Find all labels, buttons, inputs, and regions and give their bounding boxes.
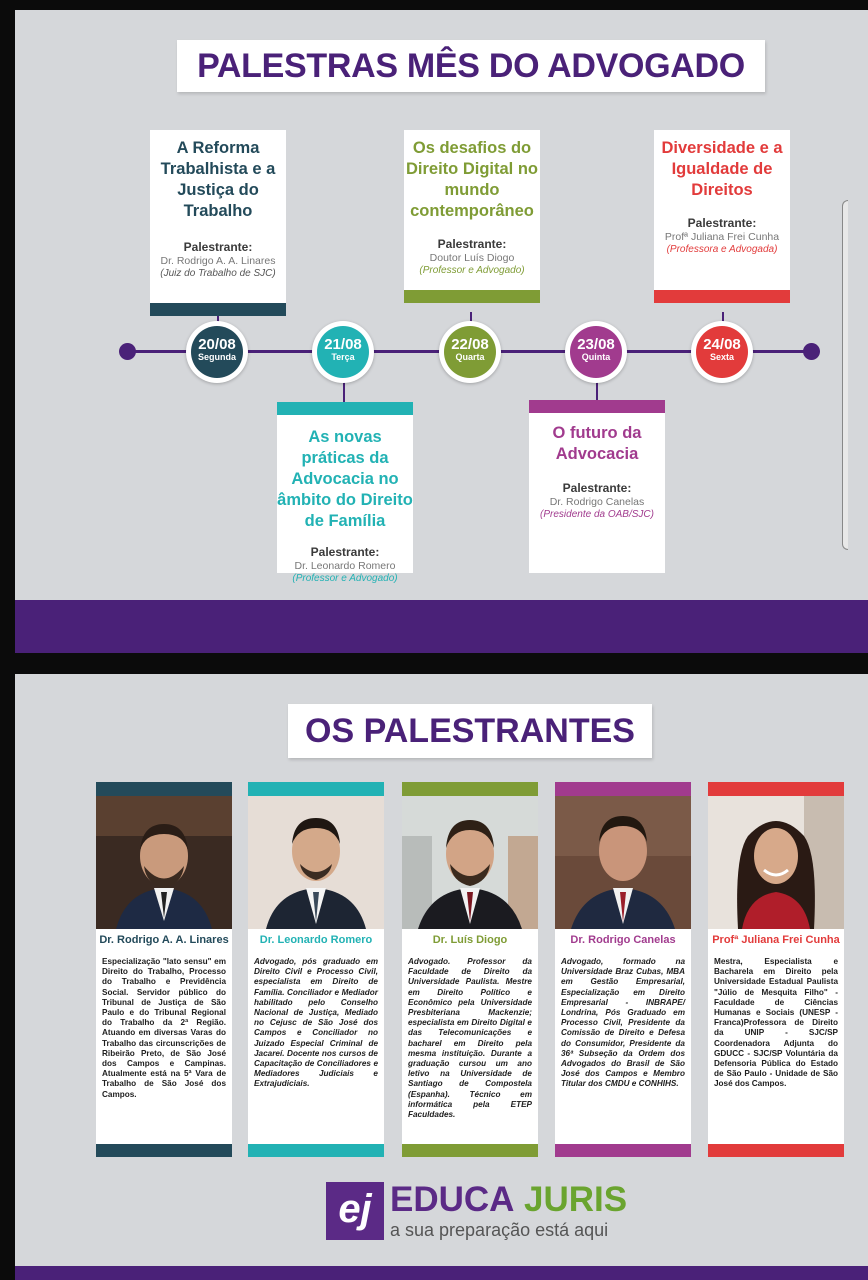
talk-title: O futuro da Advocacia xyxy=(552,424,642,463)
logo-tagline: a sua preparação está aqui xyxy=(390,1220,609,1240)
speaker-name: Profª Juliana Frei Cunha xyxy=(708,929,844,951)
talk-card-2 xyxy=(277,415,413,584)
connector xyxy=(343,380,345,402)
connector xyxy=(596,380,598,402)
date-dot-4 xyxy=(565,321,627,383)
speaker-label: Palestrante: xyxy=(437,237,507,251)
speaker-card-2 xyxy=(248,782,384,1152)
speaker-photo xyxy=(708,796,844,929)
speakers-panel xyxy=(15,674,868,1280)
schedule-panel xyxy=(15,10,868,653)
talk-speaker: Profª Juliana Frei Cunha xyxy=(664,231,780,243)
speaker-bio: Advogado, pós graduado em Direito Civil e Processo Civil, especialista em Direito de Família. Conciliador e Mediador habilitado pelo Conselho Nacional de Justiça, Mediado no Cejusc de São José dos Campos e Conciliador no Juizado Especial Criminal de Jacareí. Docente nos cursos de Capacitação de Conciliadores e Mediadores Judiciais e Extrajudiciais. xyxy=(248,951,384,1144)
speaker-card-1 xyxy=(96,782,232,1152)
footer-band xyxy=(15,600,868,653)
card-bar xyxy=(277,402,413,415)
speaker-label: Palestrante: xyxy=(687,216,757,230)
scrollbar-thumb[interactable] xyxy=(842,200,848,550)
weekday-text: Quarta xyxy=(455,352,485,362)
weekday-text: Sexta xyxy=(709,352,735,362)
timeline-end-dot xyxy=(803,343,820,360)
card-bar xyxy=(404,290,540,303)
speaker-card-4 xyxy=(555,782,691,1152)
date-text: 20/08 xyxy=(198,336,236,353)
speaker-photo xyxy=(402,796,538,929)
speaker-bio: Advogado, formado na Universidade Braz Cubas, MBA em Gestão Empresarial, Especialização em Direito Empresarial - INBRAPE/ Londrina, Pós Graduado em Processo Civil, Presidente da Comissão de Direito e Defesa do Consumidor, Presidente da 36ª Subseção da Ordem dos Advogados do Brasil de São José dos Campos e Membro Titular dos CMDU e CONHIHS. xyxy=(555,951,691,1144)
weekday-text: Segunda xyxy=(197,352,236,362)
card-bar xyxy=(654,290,790,303)
speaker-name: Dr. Rodrigo A. A. Linares xyxy=(96,929,232,951)
talk-card-4 xyxy=(529,413,665,573)
talk-speaker: Dr. Leonardo Romero xyxy=(294,560,396,572)
talk-card-1 xyxy=(150,130,286,303)
talk-card-3 xyxy=(404,130,540,290)
speakers-title: OS PALESTRANTES xyxy=(288,704,652,758)
date-dot-1 xyxy=(186,321,248,383)
date-text: 23/08 xyxy=(577,336,615,353)
logo-mark: ej xyxy=(326,1182,384,1240)
date-dot-5 xyxy=(691,321,753,383)
talk-card-5 xyxy=(654,130,790,290)
speaker-bio: Mestra, Especialista e Bacharela em Direito pela Universidade Estadual Paulista "Júlio de Mesquita Filho" - Faculdade de Ciências Humanas e Sociais (UNESP - Franca)Professora de Direito da UNIP - SJC/SP Coordenadora Adjunta do GDUCC - SJC/SP Voluntária da Defensoria Pública do Estado de São Paulo - Unidade de São José dos Campos. xyxy=(708,951,844,1144)
speaker-photo xyxy=(96,796,232,929)
card-bar xyxy=(529,400,665,413)
talk-title: As novas práticas da Advocacia no âmbito do Direito de Família xyxy=(277,428,413,530)
talk-speaker: Doutor Luís Diogo xyxy=(429,252,515,264)
speaker-photo xyxy=(248,796,384,929)
page-title: PALESTRAS MÊS DO ADVOGADO xyxy=(177,40,765,92)
date-dot-2 xyxy=(312,321,374,383)
speaker-card-3 xyxy=(402,782,538,1152)
date-dot-3 xyxy=(439,321,501,383)
talk-speaker-role: (Juiz do Trabalho de SJC) xyxy=(160,268,276,279)
speaker-name: Dr. Leonardo Romero xyxy=(248,929,384,951)
talk-title: Diversidade e a Igualdade de Direitos xyxy=(661,139,783,199)
speaker-name: Dr. Rodrigo Canelas xyxy=(555,929,691,951)
speaker-card-5 xyxy=(708,782,844,1152)
date-text: 21/08 xyxy=(324,336,362,353)
talk-speaker-role: (Presidente da OAB/SJC) xyxy=(540,509,654,520)
logo-word-juris: JURIS xyxy=(524,1180,628,1219)
speaker-label: Palestrante: xyxy=(562,481,632,495)
speaker-label: Palestrante: xyxy=(310,545,380,559)
logo-word-educa: EDUCA xyxy=(390,1180,515,1219)
talk-speaker-role: (Professor e Advogado) xyxy=(419,265,525,276)
speaker-photo xyxy=(555,796,691,929)
speaker-label: Palestrante: xyxy=(183,240,253,254)
talk-title: Os desafios do Direito Digital no mundo contemporâneo xyxy=(406,139,538,220)
talk-speaker-role: (Professor e Advogado) xyxy=(292,573,398,584)
date-text: 22/08 xyxy=(451,336,489,353)
speaker-bio: Advogado. Professor da Faculdade de Direito da Universidade Paulista. Mestre em Direito Político e Econômico pela Universidade Presbiteriana Mackenzie; especialista em Direito Digital e das Telecomunicações e bacharel em Direito pela mesma instituição. Durante a graduação cursou um ano letivo na Universidade de Santiago de Compostela (Espanha). Técnico em informática pela ETEP Faculdades. xyxy=(402,951,538,1144)
talk-speaker: Dr. Rodrigo Canelas xyxy=(549,496,645,508)
speaker-name: Dr. Luís Diogo xyxy=(402,929,538,951)
speaker-bio: Especialização "lato sensu" em Direito do Trabalho, Processo do Trabalho e Previdência Social. Servidor público do Tribunal de Justiça de São Paulo e do Tribunal Regional do Trabalho da 2ª Região. Atuando em diversas Varas do Trabalho das circunscrições de Ribeirão Preto, de São José dos Campos e Campinas. Atualmente está na 5ª Vara de Trabalho de São José dos Campos. xyxy=(96,951,232,1144)
date-text: 24/08 xyxy=(703,336,741,353)
talk-speaker-role: (Professora e Advogada) xyxy=(666,244,778,255)
card-bar xyxy=(150,303,286,316)
talk-speaker: Dr. Rodrigo A. A. Linares xyxy=(160,255,276,267)
weekday-text: Quinta xyxy=(581,352,611,362)
weekday-text: Terça xyxy=(331,352,355,362)
educa-juris-logo xyxy=(326,1182,626,1242)
bottom-band xyxy=(15,1266,868,1280)
timeline-start-dot xyxy=(119,343,136,360)
talk-title: A Reforma Trabalhista e a Justiça do Trabalho xyxy=(160,139,276,220)
